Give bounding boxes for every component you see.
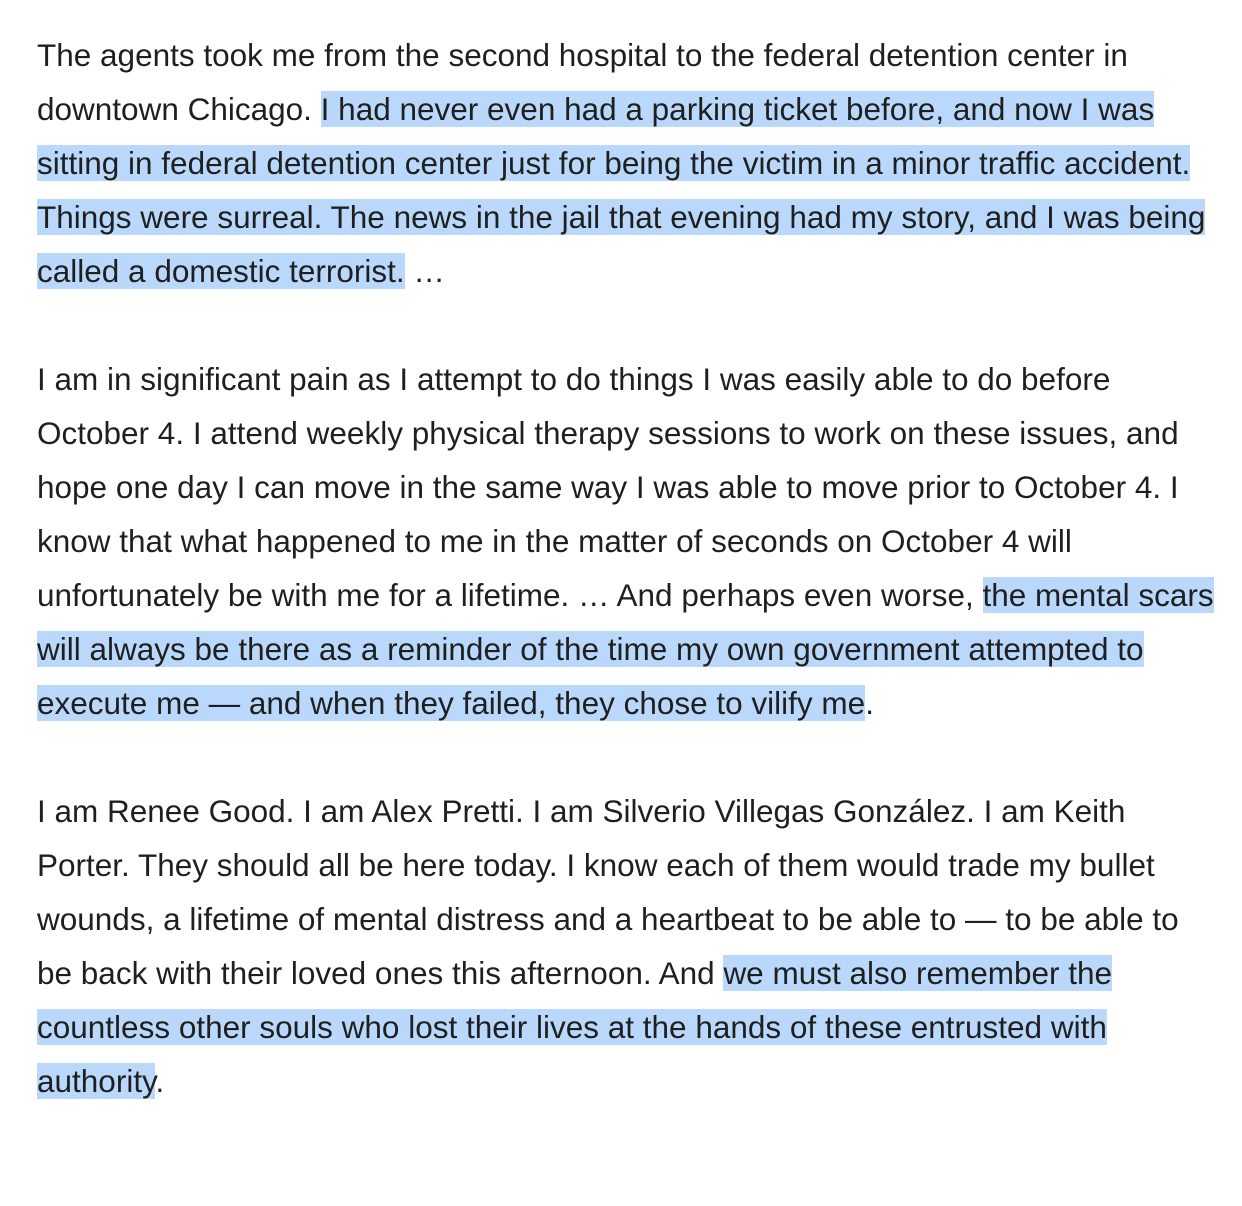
paragraph-2 (37, 352, 1217, 730)
text-segment: I am in significant pain as I attempt to do things I was easily able to do before October 4. I attend weekly physical therapy sessions to work on these issues, and hope one day I can move in the same way I was able to move prior to October 4. I know that what happened to me in the matter of seconds on October 4 will unfortunately be with me for a lifetime. … And perhaps even worse, (37, 361, 1179, 613)
text-segment: . (155, 1063, 165, 1099)
paragraph-1 (37, 28, 1217, 298)
text-segment: . (865, 685, 874, 721)
article-body (37, 28, 1217, 1108)
highlighted-text[interactable]: I had never even had a parking ticket before, and now I was sitting in federal detention center just for being the victim in a minor traffic accident. Things were surreal. The news in the jail that evening had my story, and I was being called a domestic terrorist. (37, 91, 1206, 289)
highlighted-text[interactable]: we must also remember the countless other souls who lost their lives at the hands of these entrusted with authority (37, 955, 1113, 1099)
text-segment: The agents took me from the second hospital to the federal detention center in downtown Chicago. (37, 37, 1128, 127)
highlighted-text[interactable]: the mental scars will always be there as a reminder of the time my own government attempted to execute me — and when they failed, they chose to vilify me (37, 577, 1214, 721)
paragraph-3 (37, 784, 1217, 1108)
text-segment: I am Renee Good. I am Alex Pretti. I am Silverio Villegas González. I am Keith Porter. They should all be here today. I know each of them would trade my bullet wounds, a lifetime of mental distress and a heartbeat to be able to — to be able to be back with their loved ones this afternoon. And (37, 793, 1179, 991)
text-segment: … (404, 253, 445, 289)
